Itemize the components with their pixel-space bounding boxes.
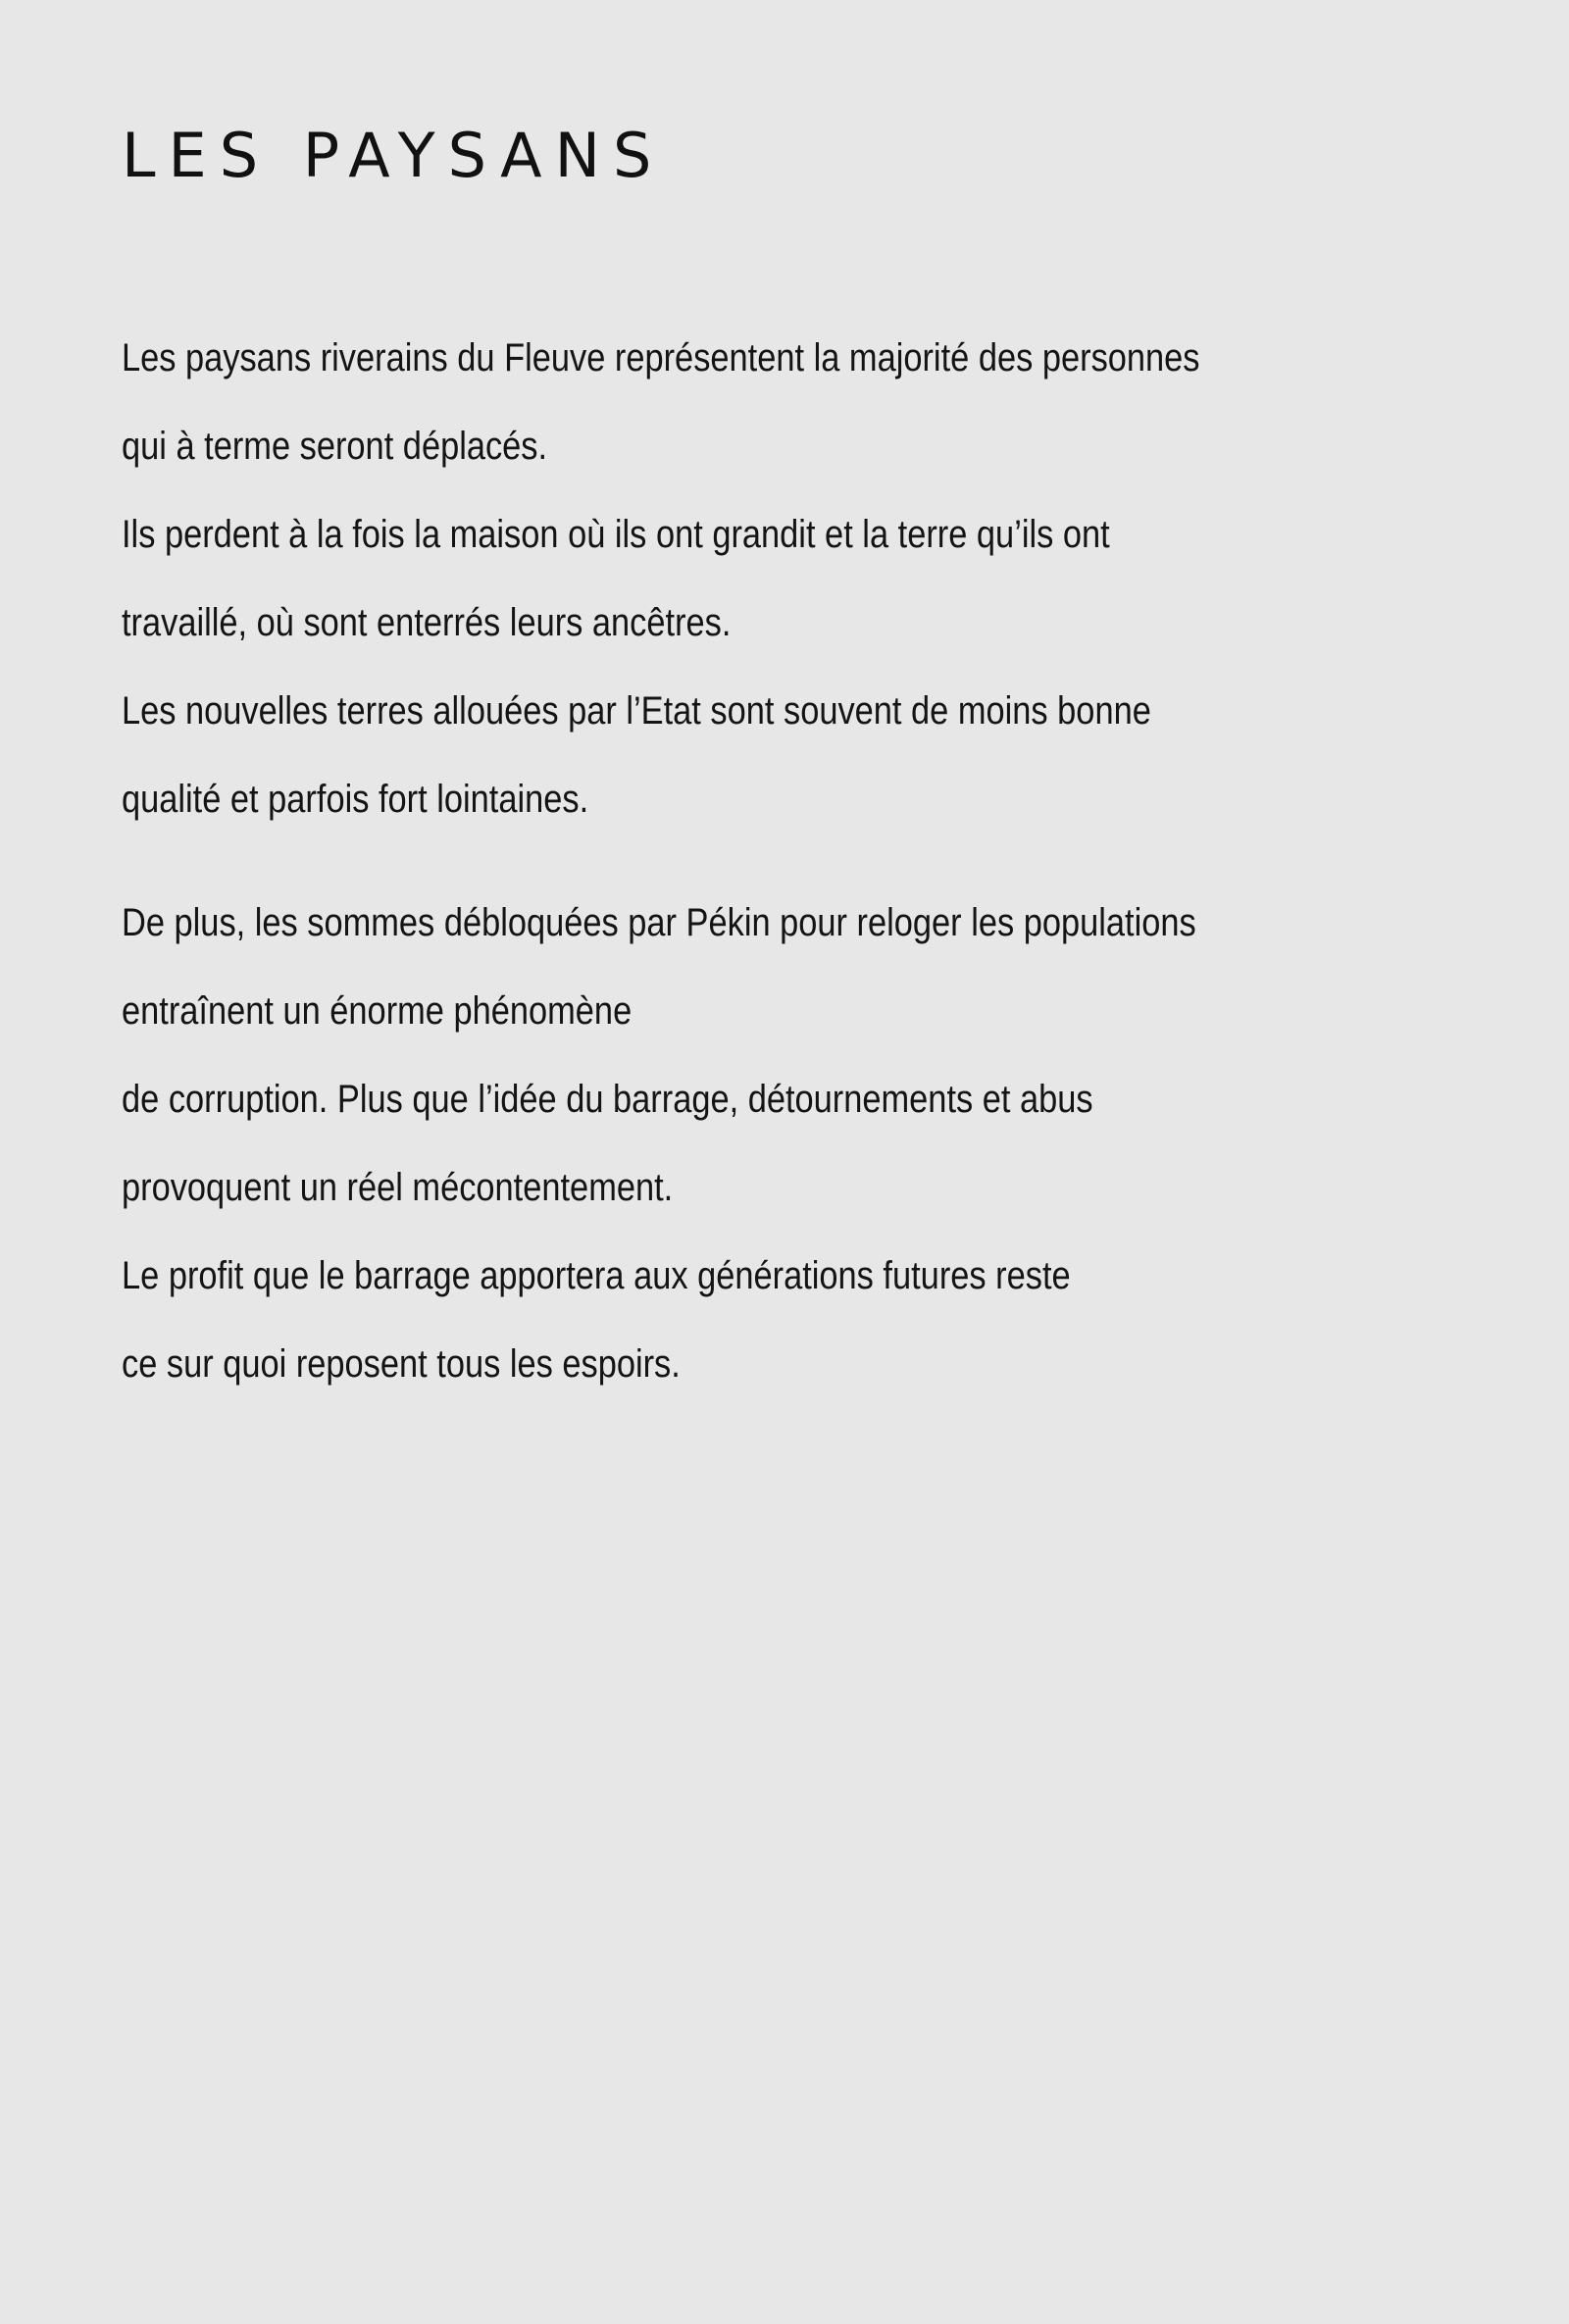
paragraph-1	[122, 314, 1494, 843]
text-line: de corruption. Plus que l’idée du barrage, détournements et abus	[122, 1078, 1093, 1121]
text-line: qualité et parfois fort lointaines.	[122, 778, 589, 821]
text-line: provoquent un réel mécontentement.	[122, 1166, 674, 1209]
text-line: qui à terme seront déplacés.	[122, 425, 548, 468]
paragraph-2	[122, 879, 1494, 1408]
body-text	[122, 314, 1494, 1408]
text-line: De plus, les sommes débloquées par Pékin pour reloger les populations	[122, 901, 1196, 944]
text-line: travaillé, où sont enterrés leurs ancêtres.	[122, 601, 732, 644]
text-line: Le profit que le barrage apportera aux générations futures reste	[122, 1254, 1071, 1297]
paragraph-spacer	[122, 843, 1494, 879]
text-line: Les paysans riverains du Fleuve représentent la majorité des personnes	[122, 336, 1200, 379]
text-line: entraînent un énorme phénomène	[122, 989, 633, 1033]
page-title: LES PAYSANS	[122, 120, 665, 191]
text-line: Ils perdent à la fois la maison où ils ont grandit et la terre qu’ils ont	[122, 513, 1110, 556]
text-line: ce sur quoi reposent tous les espoirs.	[122, 1342, 681, 1386]
text-line: Les nouvelles terres allouées par l’Etat sont souvent de moins bonne	[122, 689, 1151, 733]
